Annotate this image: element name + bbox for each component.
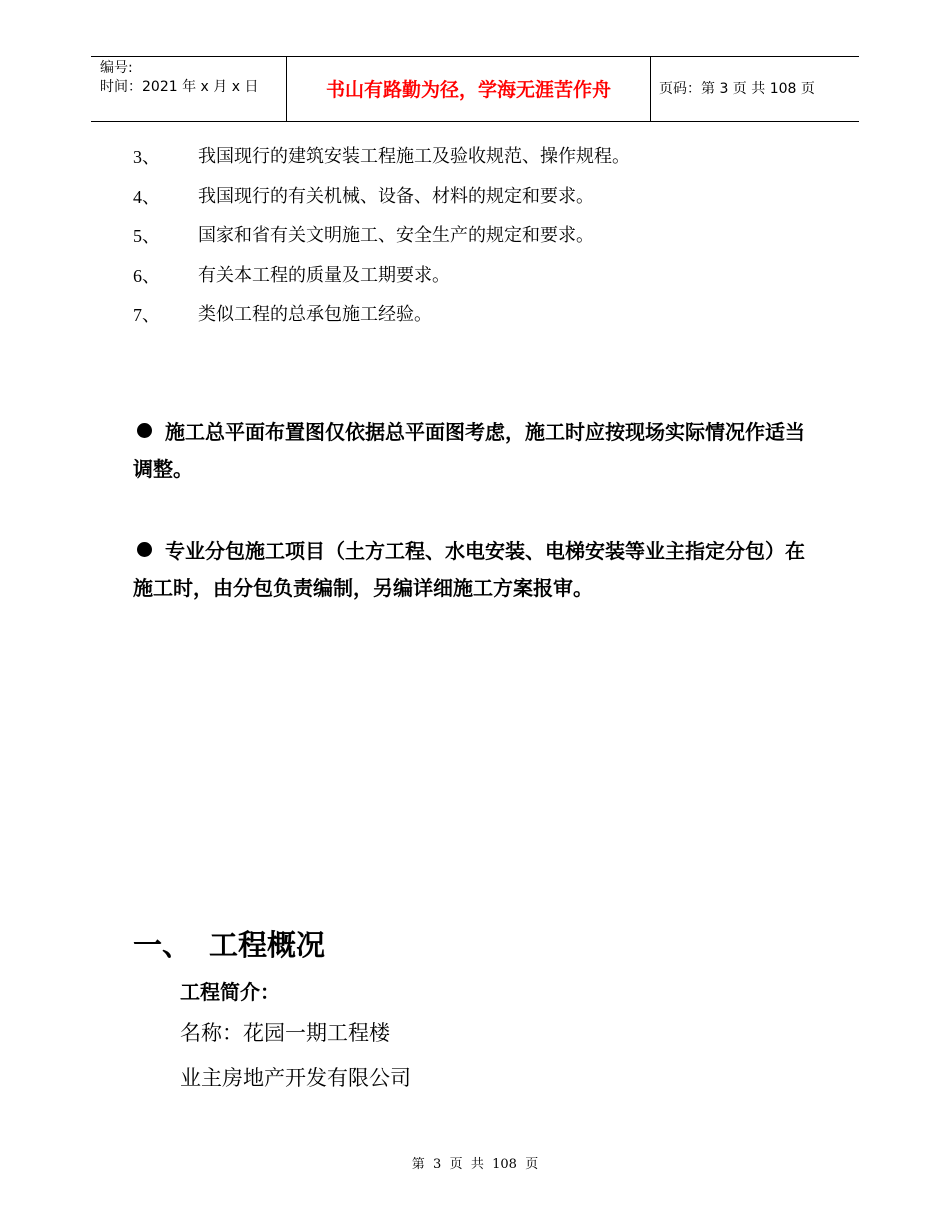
list-item	[133, 301, 833, 341]
list-item-number: 5、	[133, 226, 160, 246]
section-heading	[133, 924, 325, 966]
list-item-number: 3、	[133, 147, 160, 167]
owner-line: 业主房地产开发有限公司	[180, 1066, 411, 1090]
section-number: 一、	[133, 928, 192, 962]
note-site-layout	[133, 414, 813, 488]
list-item-number: 7、	[133, 305, 160, 325]
bullet-icon	[137, 542, 152, 557]
list-item-text: 有关本工程的质量及工期要求。	[198, 264, 450, 286]
bullet-icon	[137, 423, 152, 438]
list-item-text: 类似工程的总承包施工经验。	[198, 304, 432, 325]
header-meta-cell	[91, 57, 287, 121]
header-page-info: 页码：第 3 页 共 108 页	[659, 81, 815, 97]
note-subcontract	[133, 533, 813, 607]
subsection-heading: 工程简介：	[180, 980, 280, 1004]
list-item	[133, 262, 833, 302]
list-item-text: 我国现行的建筑安装工程施工及验收规范、操作规程。	[198, 146, 630, 167]
note-text: 专业分包施工项目（土方工程、水电安装、电梯安装等业主指定分包）在施工时，由分包负责编制，另编详细施工方案报审。	[133, 539, 805, 600]
basis-list	[133, 143, 833, 341]
list-item-text: 我国现行的有关机械、设备、材料的规定和要求。	[198, 185, 594, 207]
header-motto-cell	[287, 57, 651, 121]
list-item	[133, 143, 833, 183]
list-item	[133, 222, 833, 262]
list-item	[133, 183, 833, 223]
section-title: 工程概况	[209, 928, 326, 962]
header-page-cell	[651, 57, 859, 121]
list-item-number: 4、	[133, 186, 160, 207]
page-footer: 第 3 页 共 108 页	[411, 1157, 539, 1172]
list-item-number: 6、	[133, 265, 160, 286]
project-name-line: 名称：花园一期工程楼	[180, 1021, 390, 1045]
list-item-text: 国家和省有关文明施工、安全生产的规定和要求。	[198, 225, 594, 246]
header-motto: 书山有路勤为径，学海无涯苦作舟	[325, 79, 611, 101]
document-time-label: 时间：2021 年 x 月 x 日	[100, 79, 259, 95]
document-header	[91, 56, 859, 122]
note-text: 施工总平面布置图仅依据总平面图考虑，施工时应按现场实际情况作适当调整。	[133, 420, 805, 481]
document-code-label: 编号:	[100, 60, 133, 76]
